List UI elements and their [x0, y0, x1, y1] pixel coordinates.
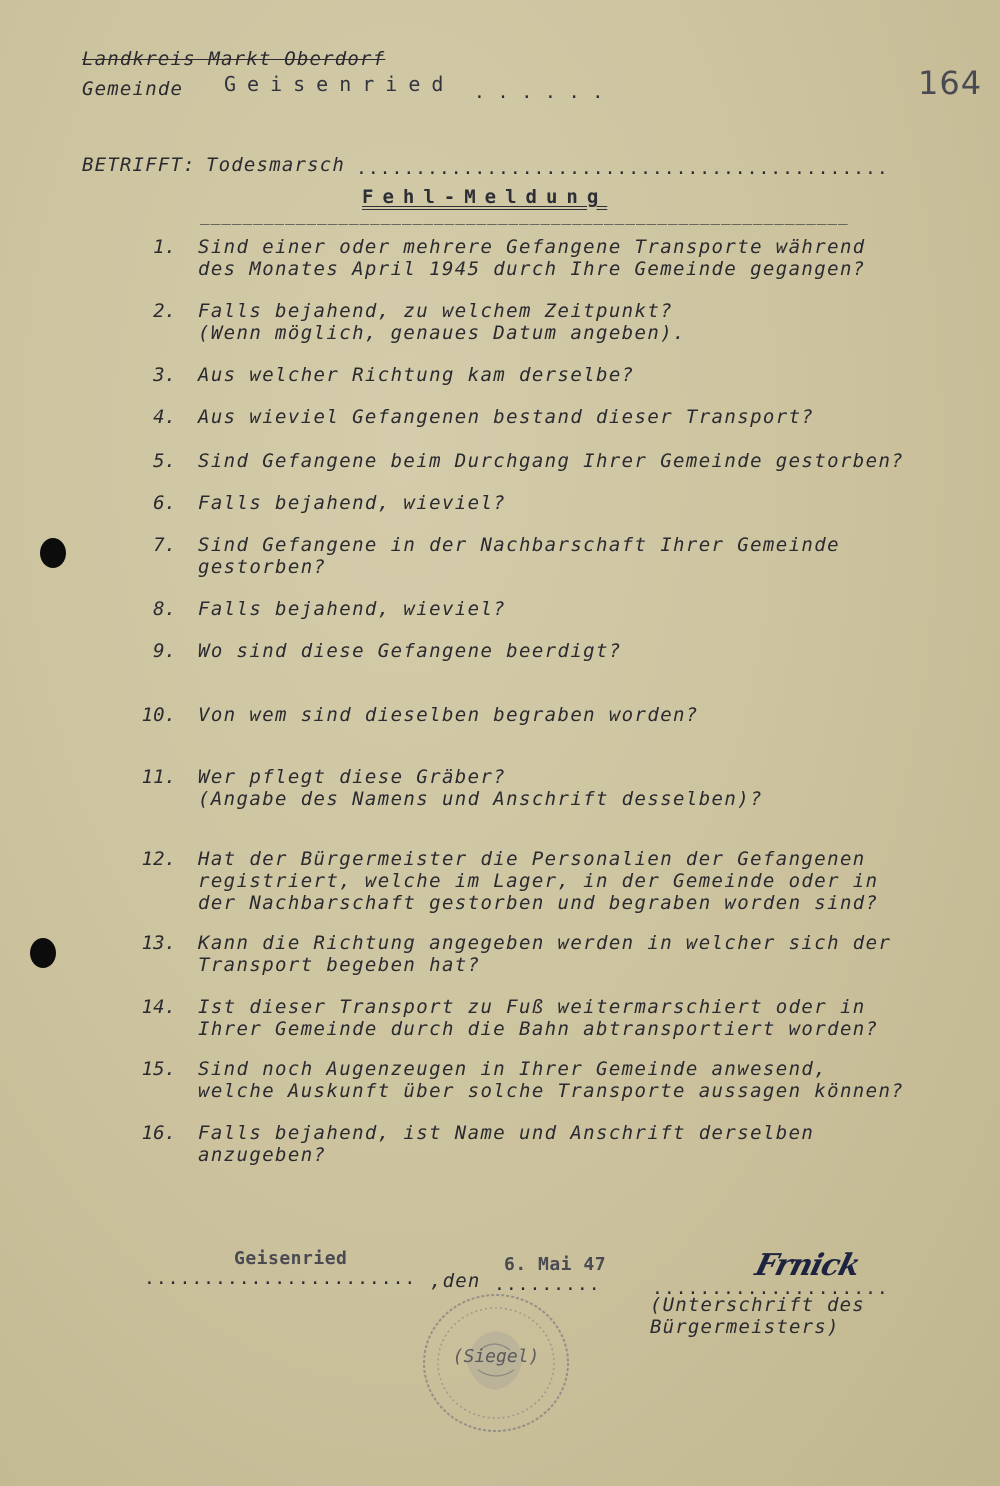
- date-dots: .........: [494, 1274, 601, 1295]
- question-line: Hat der Bürgermeister die Personalien der Gefangenen: [198, 848, 866, 870]
- question-line: Sind Gefangene in der Nachbarschaft Ihrer Gemeinde: [198, 534, 840, 556]
- question-line: welche Auskunft über solche Transporte aussagen können?: [198, 1080, 905, 1102]
- signature-dots: ....................: [652, 1278, 889, 1299]
- question-number: 4.: [153, 406, 176, 428]
- municipality-value: Geisenried: [224, 72, 455, 96]
- question-number: 8.: [153, 598, 176, 620]
- question-text: [198, 300, 918, 344]
- question-line: (Angabe des Namens und Anschrift desselben)?: [198, 788, 763, 810]
- punch-hole-top: [40, 538, 66, 568]
- question-line: Sind Gefangene beim Durchgang Ihrer Gemeinde gestorben?: [198, 450, 905, 472]
- question-line: Aus welcher Richtung kam derselbe?: [198, 364, 635, 386]
- question-line: Falls bejahend, ist Name und Anschrift derselben: [198, 1122, 815, 1144]
- question-text: [198, 996, 918, 1040]
- question-text: [198, 1058, 918, 1102]
- question-line: Wer pflegt diese Gräber?: [198, 766, 507, 788]
- question-line: Sind noch Augenzeugen in Ihrer Gemeinde anwesend,: [198, 1058, 828, 1080]
- district-label: Landkreis Markt Oberdorf: [82, 48, 386, 70]
- question-number: 2.: [153, 300, 176, 322]
- question-line: Falls bejahend, zu welchem Zeitpunkt?: [198, 300, 674, 322]
- question-line: der Nachbarschaft gestorben und begraben worden sind?: [198, 892, 879, 914]
- question-line: Von wem sind dieselben begraben worden?: [198, 704, 699, 726]
- question-text: [198, 640, 918, 662]
- question-text: [198, 848, 918, 914]
- question-number: 12.: [141, 848, 176, 870]
- question-number: 1.: [153, 236, 176, 258]
- question-number: 15.: [141, 1058, 176, 1080]
- question-line: Falls bejahend, wieviel?: [198, 492, 507, 514]
- question-number: 5.: [153, 450, 176, 472]
- question-line: Transport begeben hat?: [198, 954, 481, 976]
- question-text: [198, 236, 918, 280]
- question-number: 14.: [141, 996, 176, 1018]
- question-text: [198, 492, 918, 514]
- question-line: Kann die Richtung angegeben werden in welcher sich der: [198, 932, 892, 954]
- question-line: (Wenn möglich, genaues Datum angeben).: [198, 322, 686, 344]
- title-rule: _____________________________________________________________: [200, 206, 849, 225]
- question-text: [198, 932, 918, 976]
- question-line: anzugeben?: [198, 1144, 327, 1166]
- page-number: 164: [918, 64, 983, 102]
- punch-hole-bottom: [30, 938, 56, 968]
- question-line: Ist dieser Transport zu Fuß weitermarschiert oder in: [198, 996, 866, 1018]
- question-line: des Monates April 1945 durch Ihre Gemeinde gegangen?: [198, 258, 866, 280]
- question-line: Sind einer oder mehrere Gefangene Transporte während: [198, 236, 866, 258]
- question-text: [198, 704, 918, 726]
- subject-value: Todesmarsch: [206, 154, 346, 176]
- question-text: [198, 406, 918, 428]
- question-number: 16.: [141, 1122, 176, 1144]
- footer-place: Geisenried: [234, 1248, 348, 1269]
- question-text: [198, 598, 918, 620]
- subject-label: BETRIFFT:: [82, 154, 196, 176]
- footer-date: 6. Mai 47: [504, 1254, 607, 1275]
- page-title: Fehl-Meldung: [362, 186, 608, 208]
- question-number: 3.: [153, 364, 176, 386]
- question-number: 11.: [141, 766, 176, 788]
- stamp-text: (Siegel): [452, 1346, 540, 1367]
- question-number: 7.: [153, 534, 176, 556]
- municipal-seal-stamp: [418, 1290, 574, 1436]
- question-number: 6.: [153, 492, 176, 514]
- question-line: Falls bejahend, wieviel?: [198, 598, 507, 620]
- municipality-label: Gemeinde: [82, 78, 184, 100]
- den-label: ,den: [430, 1270, 481, 1292]
- place-dots: .......................: [144, 1268, 417, 1289]
- municipality-dots: . . . . . .: [474, 82, 605, 103]
- question-line: Wo sind diese Gefangene beerdigt?: [198, 640, 622, 662]
- question-line: gestorben?: [198, 556, 327, 578]
- signature-caption-line1: (Unterschrift des: [650, 1294, 865, 1316]
- mayor-signature: Frnick: [751, 1248, 864, 1283]
- question-text: [198, 450, 918, 472]
- question-text: [198, 766, 918, 810]
- question-text: [198, 534, 918, 578]
- signature-caption-line2: Bürgermeisters): [650, 1316, 840, 1338]
- question-number: 13.: [141, 932, 176, 954]
- question-number: 10.: [141, 704, 176, 726]
- question-number: 9.: [153, 640, 176, 662]
- question-line: registriert, welche im Lager, in der Gemeinde oder in: [198, 870, 879, 892]
- subject-dots: .............................................: [356, 158, 889, 179]
- question-line: Ihrer Gemeinde durch die Bahn abtransportiert worden?: [198, 1018, 879, 1040]
- question-text: [198, 1122, 918, 1166]
- question-text: [198, 364, 918, 386]
- question-line: Aus wieviel Gefangenen bestand dieser Transport?: [198, 406, 815, 428]
